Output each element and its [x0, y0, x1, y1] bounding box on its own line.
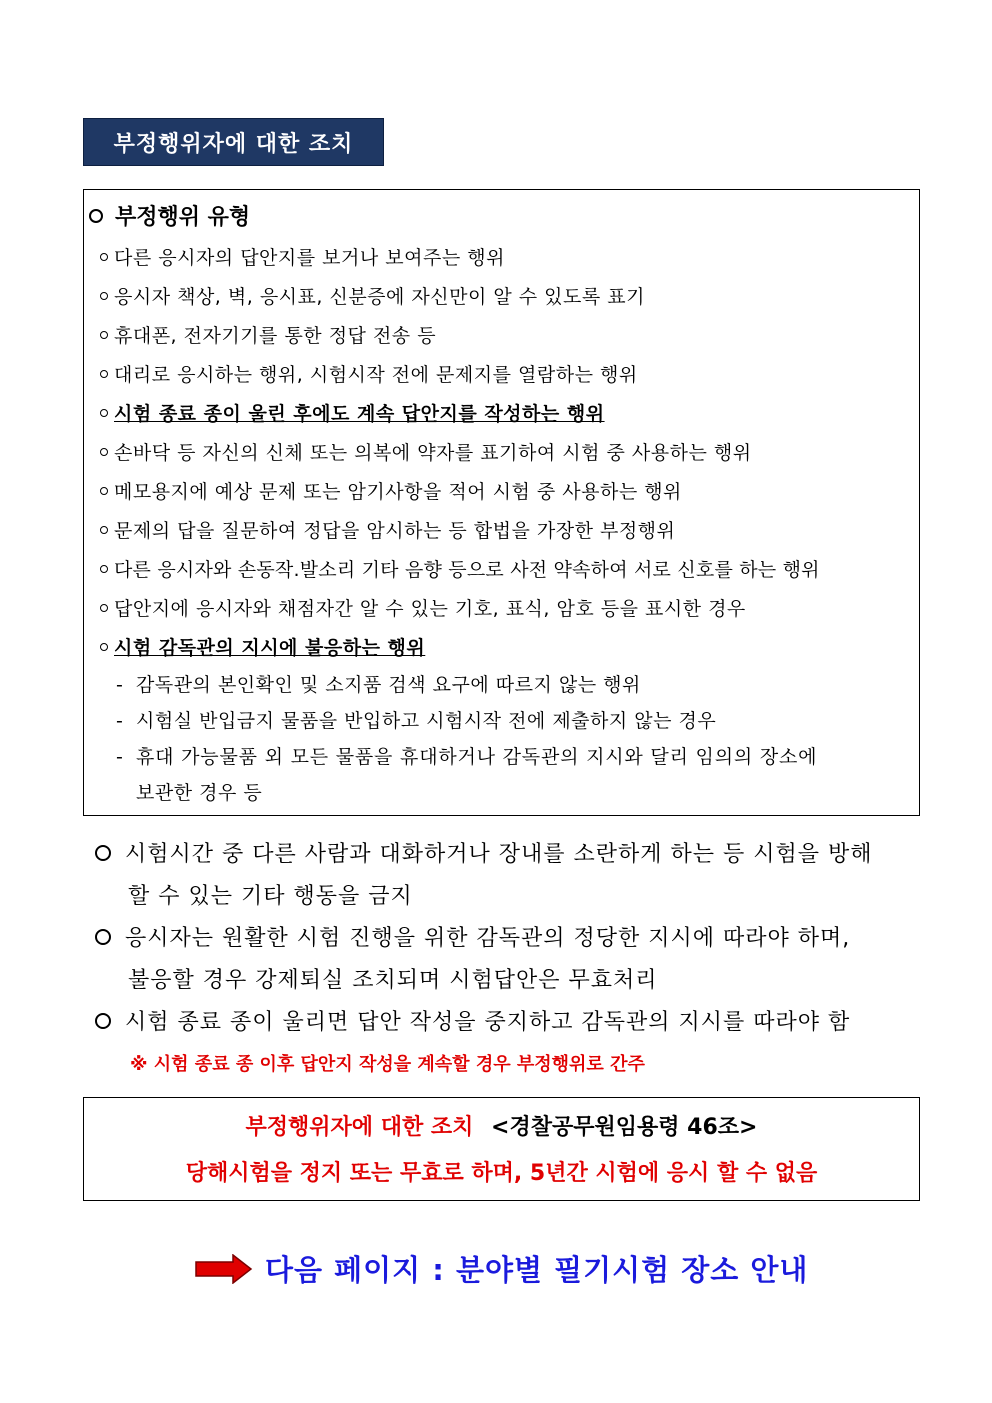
list-item: 메모용지에 예상 문제 또는 암기사항을 적어 시험 중 사용하는 행위 — [100, 477, 682, 504]
violation-types-box — [83, 189, 920, 816]
note-continued: 할 수 있는 기타 행동을 금지 — [128, 884, 413, 909]
list-item-emphasis: 시험 감독관의 지시에 불응하는 행위 — [100, 633, 425, 660]
sub-item: - 감독관의 본인확인 및 소지품 검색 요구에 따르지 않는 행위 — [116, 674, 641, 696]
small-circle-icon — [100, 565, 108, 573]
list-item: 문제의 답을 질문하여 정답을 암시하는 등 합법을 가장한 부정행위 — [100, 516, 675, 543]
penalty-title-line — [84, 1110, 919, 1141]
list-item: 대리로 응시하는 행위, 시험시작 전에 문제지를 열람하는 행위 — [100, 360, 638, 387]
list-item: 휴대폰, 전자기기를 통한 정답 전송 등 — [100, 321, 436, 348]
list-item: 답안지에 응시자와 채점자간 알 수 있는 기호, 표식, 암호 등을 표시한 경우 — [100, 594, 746, 621]
sub-item: - 휴대 가능물품 외 모든 물품을 휴대하거나 감독관의 지시와 달리 임의의 장소에 — [116, 746, 818, 768]
circle-bullet-icon — [95, 1013, 111, 1029]
small-circle-icon — [100, 643, 108, 651]
page-title: 부정행위자에 대한 조치 — [83, 118, 384, 166]
note-continued: 불응할 경우 강제퇴실 조치되며 시험답안은 무효처리 — [128, 968, 658, 993]
circle-bullet-icon — [89, 209, 103, 223]
next-page-label: 다음 페이지 : 분야별 필기시험 장소 안내 — [265, 1253, 809, 1287]
list-item: 다른 응시자의 답안지를 보거나 보여주는 행위 — [100, 243, 505, 270]
warning-note: ※ 시험 종료 종 이후 답안지 작성을 계속할 경우 부정행위로 간주 — [130, 1054, 645, 1075]
next-page-link — [195, 1248, 808, 1289]
note-item: 응시자는 원활한 시험 진행을 위한 감독관의 정당한 지시에 따라야 하며, — [95, 921, 850, 952]
list-item: 다른 응시자와 손동작.발소리 기타 음향 등으로 사전 약속하여 서로 신호를 하는 행위 — [100, 555, 820, 582]
penalty-law: <경찰공무원임용령 46조> — [491, 1115, 758, 1140]
small-circle-icon — [100, 370, 108, 378]
sub-item: - 시험실 반입금지 물품을 반입하고 시험시작 전에 제출하지 않는 경우 — [116, 710, 717, 732]
sub-item-continued: 보관한 경우 등 — [136, 782, 263, 804]
red-arrow-icon — [195, 1254, 253, 1284]
violation-types-heading — [89, 200, 250, 231]
circle-bullet-icon — [95, 929, 111, 945]
small-circle-icon — [100, 448, 108, 456]
penalty-title: 부정행위자에 대한 조치 — [245, 1115, 474, 1140]
small-circle-icon — [100, 292, 108, 300]
list-item-emphasis: 시험 종료 종이 울린 후에도 계속 답안지를 작성하는 행위 — [100, 399, 605, 426]
small-circle-icon — [100, 526, 108, 534]
list-item: 응시자 책상, 벽, 응시표, 신분증에 자신만이 알 수 있도록 표기 — [100, 282, 645, 309]
heading-label: 부정행위 유형 — [115, 205, 251, 230]
note-item: 시험 종료 종이 울리면 답안 작성을 중지하고 감독관의 지시를 따라야 함 — [95, 1005, 850, 1036]
penalty-box — [83, 1097, 920, 1201]
list-item: 손바닥 등 자신의 신체 또는 의복에 약자를 표기하여 시험 중 사용하는 행위 — [100, 438, 752, 465]
note-item: 시험시간 중 다른 사람과 대화하거나 장내를 소란하게 하는 등 시험을 방해 — [95, 837, 873, 868]
small-circle-icon — [100, 604, 108, 612]
penalty-text: 당해시험을 정지 또는 무효로 하며, 5년간 시험에 응시 할 수 없음 — [185, 1161, 818, 1186]
small-circle-icon — [100, 331, 108, 339]
small-circle-icon — [100, 487, 108, 495]
small-circle-icon — [100, 253, 108, 261]
circle-bullet-icon — [95, 845, 111, 861]
small-circle-icon — [100, 409, 108, 417]
